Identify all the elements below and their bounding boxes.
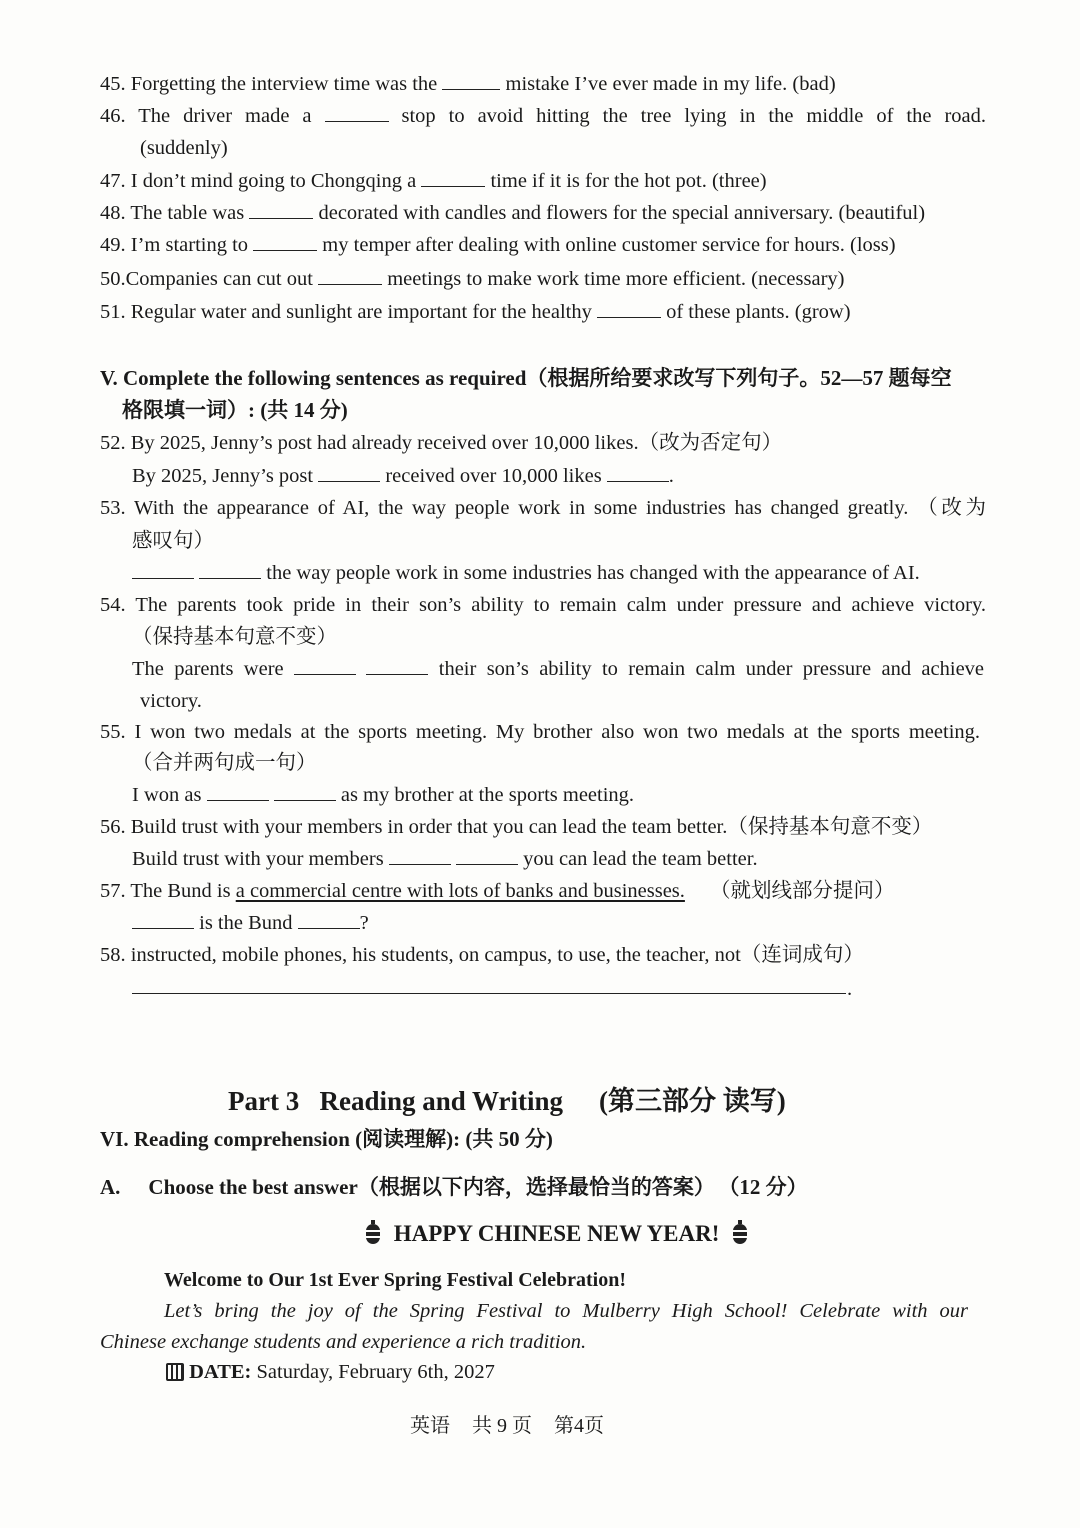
- question-50: 50.Companies can cut out meetings to make work time more efficient. (necessary): [100, 268, 845, 290]
- lantern-icon: [733, 1224, 747, 1244]
- answer-blank[interactable]: [325, 103, 389, 122]
- footer-page: 第4页: [554, 1415, 604, 1437]
- question-55-req: （合并两句成一句）: [132, 752, 317, 774]
- underlined-phrase: a commercial centre with lots of banks and businesses.: [235, 880, 685, 902]
- question-55-answer: I won as as my brother at the sports meeting.: [132, 784, 635, 806]
- answer-blank[interactable]: [366, 656, 428, 675]
- poster-intro-cont: Chinese exchange students and experience a rich tradition.: [100, 1331, 587, 1353]
- question-53: 53. With the appearance of AI, the way people work in some industries has changed greatly. （改为: [100, 497, 987, 519]
- footer-subject: 英语: [410, 1415, 450, 1437]
- poster-intro: Let’s bring the joy of the Spring Festival to Mulberry High School! Celebrate with our: [164, 1300, 968, 1322]
- question-46-cont: (suddenly): [140, 137, 228, 159]
- question-46: 46. The driver made a stop to avoid hitting the tree lying in the middle of the road.: [100, 105, 986, 127]
- section-5-title: V. Complete the following sentences as required（根据所给要求改写下列句子。52—57 题每空: [100, 366, 952, 390]
- answer-blank[interactable]: [253, 232, 317, 251]
- answer-blank[interactable]: [318, 463, 380, 482]
- question-49: 49. I’m starting to my temper after dealing with online customer service for hours. (loss): [100, 234, 896, 256]
- answer-blank[interactable]: [389, 846, 451, 865]
- answer-blank[interactable]: [442, 71, 500, 90]
- question-47: 47. I don’t mind going to Chongqing a time if it is for the hot pot. (three): [100, 170, 767, 192]
- question-52: 52. By 2025, Jenny’s post had already received over 10,000 likes.（改为否定句）: [100, 432, 783, 454]
- section-5-title-cont: 格限填一词）: (共 14 分): [122, 398, 348, 422]
- answer-line[interactable]: [132, 993, 846, 994]
- answer-blank[interactable]: [294, 656, 356, 675]
- question-53-answer: the way people work in some industries has changed with the appearance of AI.: [132, 560, 920, 586]
- answer-blank[interactable]: [199, 560, 261, 579]
- question-54-answer-cont: victory.: [140, 690, 202, 712]
- question-56: 56. Build trust with your members in order that you can lead the team better.（保持基本句意不变）: [100, 816, 933, 838]
- poster-heading: HAPPY CHINESE NEW YEAR!: [366, 1221, 747, 1247]
- answer-blank[interactable]: [207, 782, 269, 801]
- page-footer: [410, 1409, 626, 1438]
- poster-date: DATE: Saturday, February 6th, 2027: [166, 1359, 495, 1385]
- answer-blank[interactable]: [607, 463, 669, 482]
- footer-total: 共 9 页: [472, 1415, 532, 1437]
- calendar-icon: [166, 1363, 184, 1381]
- section-6-title: VI. Reading comprehension (阅读理解): (共 50 分): [100, 1127, 553, 1151]
- question-58: 58. instructed, mobile phones, his students, on campus, to use, the teacher, not（连词成句）: [100, 944, 864, 966]
- question-53-req: 感叹句）: [132, 530, 214, 552]
- question-48: 48. The table was decorated with candles and flowers for the special anniversary. (beautiful): [100, 202, 926, 224]
- answer-blank[interactable]: [298, 910, 360, 929]
- answer-blank[interactable]: [597, 299, 661, 318]
- question-45: 45. Forgetting the interview time was the mistake I’ve ever made in my life. (bad): [100, 73, 836, 95]
- answer-blank[interactable]: [456, 846, 518, 865]
- question-51: 51. Regular water and sunlight are important for the healthy of these plants. (grow): [100, 301, 851, 323]
- question-54: 54. The parents took pride in their son’s ability to remain calm under pressure and achieve victory.: [100, 594, 986, 616]
- question-52-answer: By 2025, Jenny’s post received over 10,000 likes .: [132, 465, 674, 487]
- question-57: 57. The Bund is a commercial centre with lots of banks and businesses. （就划线部分提问）: [100, 880, 895, 902]
- question-57-answer: is the Bund ?: [132, 910, 369, 936]
- question-55: 55. I won two medals at the sports meeting. My brother also won two medals at the sports meeting.: [100, 721, 981, 743]
- question-54-answer: The parents were their son’s ability to remain calm under pressure and achieve: [132, 658, 985, 680]
- answer-blank[interactable]: [249, 200, 313, 219]
- answer-blank[interactable]: [421, 168, 485, 187]
- question-56-answer: Build trust with your members you can lead the team better.: [132, 848, 758, 870]
- answer-blank[interactable]: [318, 266, 382, 285]
- answer-blank[interactable]: [132, 560, 194, 579]
- part-3-title: Part 3 Reading and Writing (第三部分 读写): [228, 1086, 786, 1116]
- answer-blank[interactable]: [132, 910, 194, 929]
- section-a-title: A. Choose the best answer（根据以下内容，选择最恰当的答案） （12 分）: [100, 1175, 808, 1199]
- question-54-req: （保持基本句意不变）: [132, 626, 337, 648]
- poster-welcome: Welcome to Our 1st Ever Spring Festival Celebration!: [164, 1269, 626, 1291]
- answer-blank[interactable]: [274, 782, 336, 801]
- answer-line-period: .: [847, 978, 853, 1000]
- lantern-icon: [366, 1224, 380, 1244]
